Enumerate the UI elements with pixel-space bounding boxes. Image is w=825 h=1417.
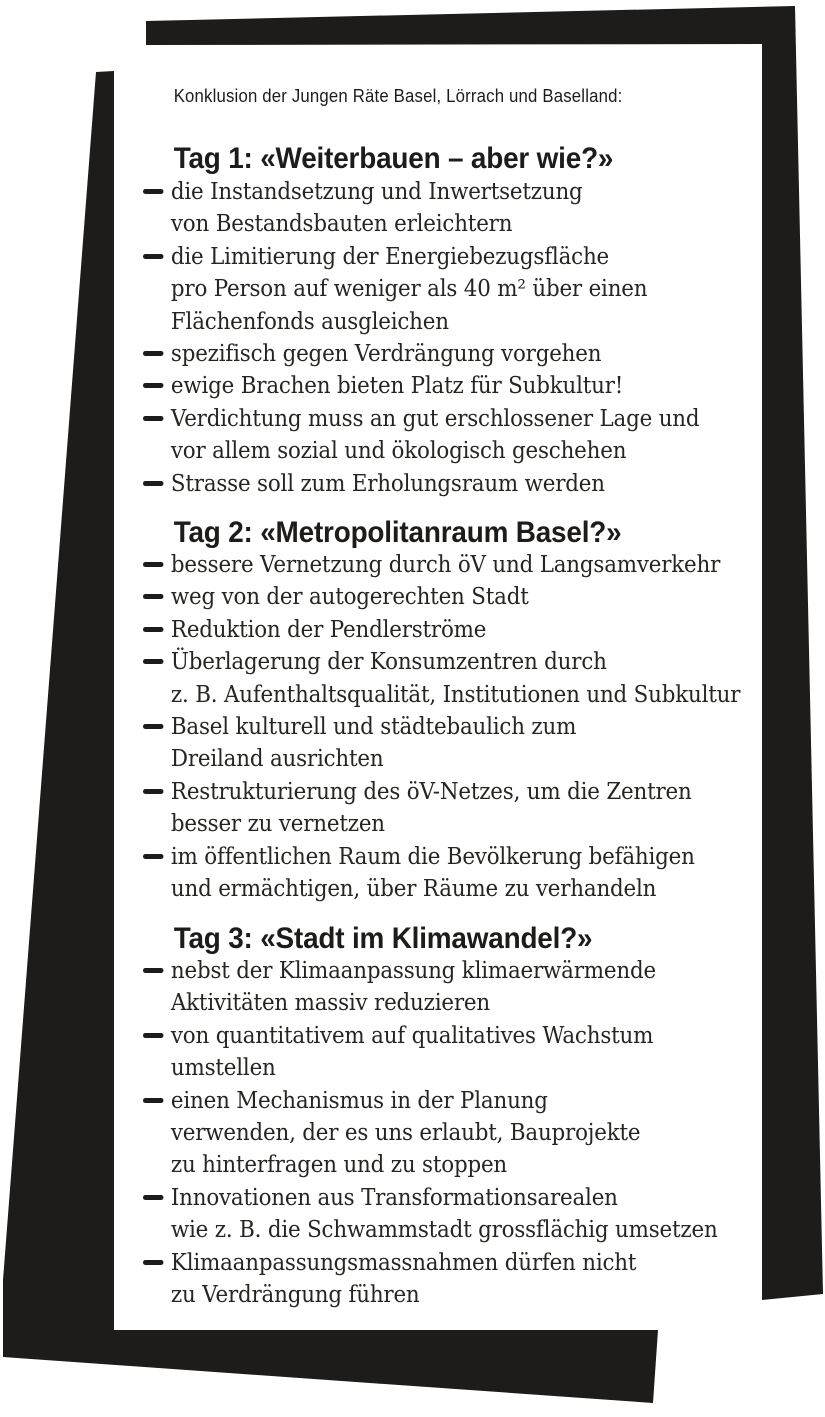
list-item-line: Reduktion der Pendlerströme — [170, 616, 487, 643]
list-item — [143, 403, 699, 468]
list-item-line: besser zu vernetzen — [170, 811, 385, 838]
bullet-dash-icon — [143, 968, 163, 973]
list-item-line: verwenden, der es uns erlaubt, Bauprojekte — [170, 1120, 641, 1147]
list-item-line: im öffentlichen Raum die Bevölkerung befähigen — [170, 843, 695, 870]
list-item-line: zu hinterfragen und zu stoppen — [170, 1152, 508, 1179]
list-item-line: die Limitierung der Energiebezugsfläche — [170, 243, 610, 270]
list-item-line: bessere Vernetzung durch öV und Langsamverkehr — [170, 552, 721, 578]
list-item-line: Restrukturierung des öV-Netzes, um die Zentren — [170, 778, 692, 805]
list-item — [143, 1182, 718, 1247]
list-item-line: einen Mechanismus in der Planung — [170, 1087, 548, 1114]
list-item-line: pro Person auf weniger als 40 m² über einen — [170, 276, 648, 303]
bullet-dash-icon — [143, 1033, 163, 1038]
list-item-line: spezifisch gegen Verdrängung vorgehen — [170, 341, 602, 368]
section-list-2 — [143, 549, 740, 905]
bullet-dash-icon — [143, 1098, 163, 1103]
bullet-dash-icon — [143, 789, 163, 794]
list-item — [143, 1247, 718, 1312]
list-item — [143, 711, 740, 776]
list-item-line: wie z. B. die Schwammstadt grossflächig umsetzen — [170, 1217, 718, 1244]
bullet-dash-icon — [143, 416, 163, 421]
bullet-dash-icon — [143, 189, 163, 194]
list-item-line: Flächenfonds ausgleichen — [170, 308, 449, 335]
list-item-line: Strasse soll zum Erholungsraum werden — [170, 470, 605, 497]
list-item-line: und ermächtigen, über Räume zu verhandeln — [170, 876, 657, 903]
section-list-1 — [143, 176, 699, 500]
list-item — [143, 549, 740, 581]
list-item — [143, 841, 740, 906]
list-item — [143, 468, 699, 500]
section-list-3 — [143, 955, 718, 1311]
bullet-dash-icon — [143, 383, 163, 388]
bullet-dash-icon — [143, 1195, 163, 1200]
bullet-dash-icon — [143, 1260, 163, 1265]
list-item-line: Aktivitäten massiv reduzieren — [170, 990, 490, 1017]
list-item — [143, 614, 740, 646]
list-item-line: Klimaanpassungsmassnahmen dürfen nicht — [170, 1249, 637, 1276]
list-item-line: von quantitativem auf qualitatives Wachstum — [170, 1022, 654, 1049]
list-item — [143, 1085, 718, 1182]
list-item-line: Verdichtung muss an gut erschlossener Lage und — [170, 405, 700, 432]
bullet-dash-icon — [143, 594, 163, 599]
list-item-line: zu Verdrängung führen — [170, 1282, 420, 1309]
page-content — [143, 0, 775, 1417]
list-item-line: Dreiland ausrichten — [170, 746, 384, 773]
bullet-dash-icon — [143, 724, 163, 729]
list-item-line: die Instandsetzung und Inwertsetzung — [170, 179, 583, 205]
list-item — [143, 241, 699, 338]
list-item — [143, 370, 699, 402]
bullet-dash-icon — [143, 481, 163, 486]
bullet-dash-icon — [143, 659, 163, 664]
page-kicker: Konklusion der Jungen Räte Basel, Lörrach und Baselland: — [173, 86, 623, 106]
list-item-line: umstellen — [170, 1055, 276, 1082]
section-title-2: Tag 2: «Metropolitanraum Basel?» — [173, 516, 622, 549]
list-item-line: Innovationen aus Transformationsarealen — [170, 1184, 618, 1211]
list-item-line: von Bestandsbauten erleichtern — [170, 211, 513, 238]
list-item-line: vor allem sozial und ökologisch geschehen — [170, 438, 627, 465]
list-item-line: nebst der Klimaanpassung klimaerwärmende — [170, 958, 656, 984]
list-item-line: z. B. Aufenthaltsqualität, Institutionen und Subkultur — [170, 681, 741, 708]
list-item — [143, 955, 718, 1020]
list-item — [143, 646, 740, 711]
list-item — [143, 176, 699, 241]
bullet-dash-icon — [143, 562, 163, 567]
list-item — [143, 776, 740, 841]
list-item-line: ewige Brachen bieten Platz für Subkultur! — [170, 373, 624, 400]
list-item-line: Basel kulturell und städtebaulich zum — [170, 714, 577, 741]
list-item-line: Überlagerung der Konsumzentren durch — [170, 649, 607, 676]
bullet-dash-icon — [143, 854, 163, 859]
list-item — [143, 338, 699, 370]
list-item — [143, 581, 740, 613]
list-item-line: weg von der autogerechten Stadt — [170, 584, 529, 611]
section-title-1: Tag 1: «Weiterbauen – aber wie?» — [173, 142, 614, 175]
bullet-dash-icon — [143, 254, 163, 259]
bullet-dash-icon — [143, 627, 163, 632]
list-item — [143, 1020, 718, 1085]
bullet-dash-icon — [143, 351, 163, 356]
section-title-3: Tag 3: «Stadt im Klimawandel?» — [173, 922, 593, 955]
